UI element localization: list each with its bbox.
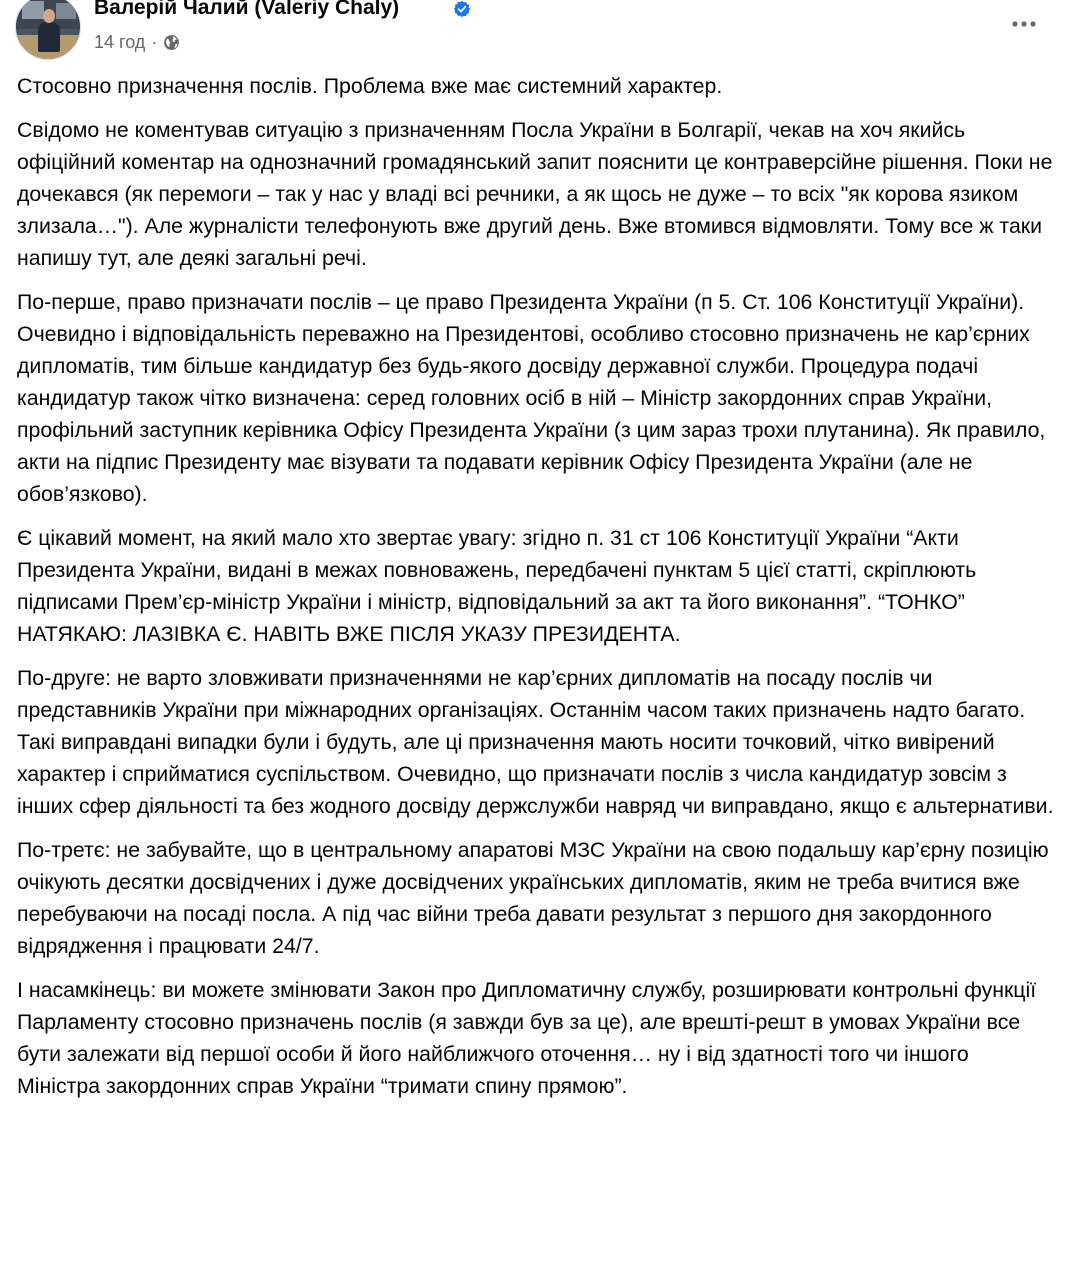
post-header	[0, 0, 1072, 62]
post-paragraph: По-перше, право призначати послів – це право Президента України (п 5. Ст. 106 Конституції України). Очевидно і відповідальність переважно на Президентові, особливо стосовно призначень не кар’єрних дипломатів, тим більше кандидатур без будь-якого досвіду державної служби. Процедура подачі кандидатур також чітко визначена: серед головних осіб в ній – Міністр закордонних справ України, профільний заступник керівника Офісу Президента України (з цим зараз трохи плутанина). Як правило, акти на підпис Президенту має візувати та подавати керівник Офісу Президента України (але не обов’язково).	[17, 290, 1046, 506]
author-name[interactable]: Валерій Чалий (Valeriy Chaly)	[94, 0, 400, 19]
more-options-icon	[1012, 20, 1036, 28]
post-paragraph: І насамкінець: ви можете змінювати Закон про Дипломатичну службу, розширювати контрольні функції Парламенту стосовно призначень послів (я завжди був за це), але врешті-решт в умовах України все бути залежати від першої особи й його найближчого оточення… ну і від здатності того чи іншого Міністра закордонних справ України “тримати спину прямою”.	[17, 978, 1037, 1098]
globe-icon[interactable]	[163, 34, 180, 51]
post-paragraph: Стосовно призначення послів. Проблема вже має системний характер.	[17, 74, 723, 98]
post-paragraph: Свідомо не коментував ситуацію з призначенням Посла України в Болгарії, чекав на хоч якийсь офіційний коментар на однозначний громадянський запит пояснити це контраверсійне рішення. Поки не дочекався (як перемоги – так у нас у владі всі речники, а як щось не дуже – то всіх "як корова язиком злизала…"). Але журналісти телефонують вже другий день. Вже втомився відмовляти. Тому все ж таки напишу тут, але деякі загальні речі.	[17, 118, 1053, 270]
verified-badge-icon	[453, 0, 471, 18]
post-paragraph: По-друге: не варто зловживати призначеннями не кар’єрних дипломатів на посаду послів чи представників України при міжнародних організаціях. Останнім часом таких призначень надто багато. Такі виправдані випадки були і будуть, але ці призначення мають носити точковий, чітко вивірений характер і сприйматися суспільством. Очевидно, що призначати послів з числа кандидатур зовсім з інших сфер діяльності та без жодного досвіду держслужби навряд чи виправдано, якщо є альтернативи.	[17, 666, 1054, 818]
post-body	[17, 70, 1057, 1114]
avatar[interactable]	[15, 0, 81, 60]
post-meta	[94, 30, 180, 54]
meta-separator: ·	[151, 31, 158, 52]
post-paragraph: По-третє: не забувайте, що в центральному апаратові МЗС України на свою подальшу кар’єрну позицію очікують десятки досвідчених і дуже досвідчених українських дипломатів, яким не треба вчитися вже перебуваючи на посаді посла. А під час війни треба давати результат з першого дня закордонного відрядження і працювати 24/7.	[17, 838, 1049, 958]
post-time[interactable]: 14 год	[94, 31, 146, 52]
more-options-button[interactable]	[1006, 6, 1042, 42]
post-paragraph: Є цікавий момент, на який мало хто звертає увагу: згідно п. 31 ст 106 Конституції України “Акти Президента України, видані в межах повноважень, передбачені пунктам 5 цієї статті, скріплюють підписами Прем’єр-міністр України і міністр, відповідальний за акт та його виконання”. “ТОНКО” НАТЯКАЮ: ЛАЗІВКА Є. НАВІТЬ ВЖЕ ПІСЛЯ УКАЗУ ПРЕЗИДЕНТА.	[17, 526, 977, 646]
